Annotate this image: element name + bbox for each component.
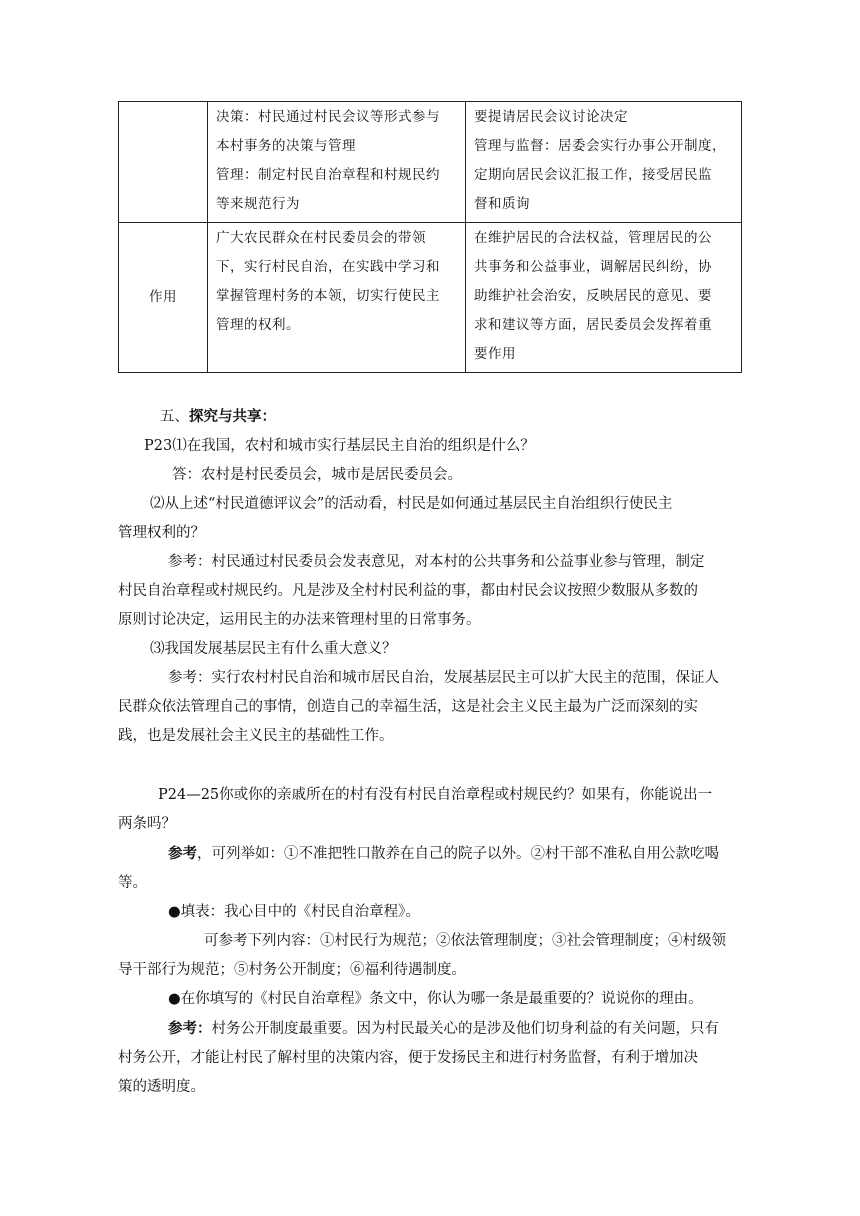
village-committee-cell xyxy=(208,102,466,223)
table-row-label xyxy=(119,102,208,223)
p24-question-line: 两条吗？ xyxy=(118,816,176,832)
cell-line: 决策：村民通过村民会议等形式参与 xyxy=(216,109,440,125)
table-row xyxy=(119,102,742,223)
cell-line: 在维护居民的合法权益，管理居民的公 xyxy=(474,230,712,246)
question-3: ⑶我国发展基层民主有什么重大意义？ xyxy=(150,641,397,657)
cell-line: 掌握管理村务的本领，切实行使民主 xyxy=(216,288,440,304)
table-row-label: 作用 xyxy=(119,223,208,373)
p24-reference xyxy=(118,839,738,869)
document-body xyxy=(118,402,738,1102)
answer-2-line: 原则讨论决定，运用民主的办法来管理村里的日常事务。 xyxy=(118,612,481,628)
reference-text: ，可列举如：①不准把牲口散养在自己的院子以外。②村干部不准私自用公款吃喝 xyxy=(197,846,719,862)
cell-line: 等来规范行为 xyxy=(216,196,300,212)
final-reference-label: 参考： xyxy=(168,1020,212,1037)
cell-line: 共事务和公益事业，调解居民纠纷，协 xyxy=(474,259,712,275)
answer-3-line: 践，也是发展社会主义民主的基础性工作。 xyxy=(118,728,394,744)
cell-line: 管理的权利。 xyxy=(216,317,300,333)
question-2-line: 管理权利的？ xyxy=(118,525,205,541)
cell-line: 下，实行村民自治，在实践中学习和 xyxy=(216,259,440,275)
fill-reference-line: 可参考下列内容：①村民行为规范；②依法管理制度；③社会管理制度；④村级领 xyxy=(204,933,726,949)
p24-reference-cont: 等。 xyxy=(118,875,147,891)
p24-question-line: P24—25你或你的亲戚所在的村有没有村民自治章程或村规民约？如果有，你能说出一 xyxy=(158,787,713,803)
cell-line: 广大农民群众在村民委员会的带领 xyxy=(216,230,426,246)
answer-3-line: 民群众依法管理自己的事情，创造自己的幸福生活，这是社会主义民主最为广泛而深刻的实 xyxy=(118,699,698,715)
table-row xyxy=(119,223,742,373)
cell-line: 管理与监督：居委会实行办事公开制度， xyxy=(474,138,726,154)
cell-line: 督和质询 xyxy=(474,196,530,212)
cell-line: 本村事务的决策与管理 xyxy=(216,138,356,154)
question-2-line: ⑵从上述“村民道德评议会”的活动看，村民是如何通过基层民主自治组织行使民主 xyxy=(150,496,673,512)
heading-number: 五、 xyxy=(160,409,189,425)
final-reference-line: 策的透明度。 xyxy=(118,1079,205,1095)
heading-title: 探究与共享： xyxy=(189,408,276,425)
important-item-question: ●在你填写的《村民自治章程》条文中，你认为哪一条是最重要的？说说你的理由。 xyxy=(168,991,703,1007)
answer-1: 答：农村是村民委员会，城市是居民委员会。 xyxy=(172,467,462,483)
cell-line: 求和建议等方面，居民委员会发挥着重 xyxy=(474,317,712,333)
final-reference-line: 村务公开，才能让村民了解村里的决策内容，便于发扬民主和进行村务监督，有利于增加决 xyxy=(118,1050,698,1066)
cell-line: 管理：制定村民自治章程和村规民约 xyxy=(216,167,440,183)
section-heading xyxy=(144,402,738,432)
cell-line: 助维护社会治安，反映居民的意见、要 xyxy=(474,288,712,304)
answer-3-line: 参考：实行农村村民自治和城市居民自治，发展基层民主可以扩大民主的范围，保证人 xyxy=(168,670,719,686)
fill-reference-line: 导干部行为规范；⑤村务公开制度；⑥福利待遇制度。 xyxy=(118,962,466,978)
final-reference xyxy=(118,1014,738,1044)
answer-2-line: 参考：村民通过村民委员会发表意见，对本村的公共事务和公益事业参与管理，制定 xyxy=(168,554,705,570)
comparison-table xyxy=(118,101,742,373)
answer-2-line: 村民自治章程或村规民约。凡是涉及全村村民利益的事，都由村民会议按照少数服从多数的 xyxy=(118,583,698,599)
cell-line: 要提请居民会议讨论决定 xyxy=(474,109,628,125)
final-reference-text: 村务公开制度最重要。因为村民最关心的是涉及他们切身利益的有关问题，只有 xyxy=(211,1021,719,1037)
resident-committee-cell xyxy=(466,223,742,373)
question-1: P23⑴在我国，农村和城市实行基层民主自治的组织是什么？ xyxy=(144,438,535,454)
cell-line: 要作用 xyxy=(474,346,516,362)
village-committee-cell xyxy=(208,223,466,373)
cell-line: 定期向居民会议汇报工作，接受居民监 xyxy=(474,167,712,183)
reference-label: 参考 xyxy=(168,845,197,862)
fill-table-item: ●填表：我心目中的《村民自治章程》。 xyxy=(168,904,420,920)
resident-committee-cell xyxy=(466,102,742,223)
